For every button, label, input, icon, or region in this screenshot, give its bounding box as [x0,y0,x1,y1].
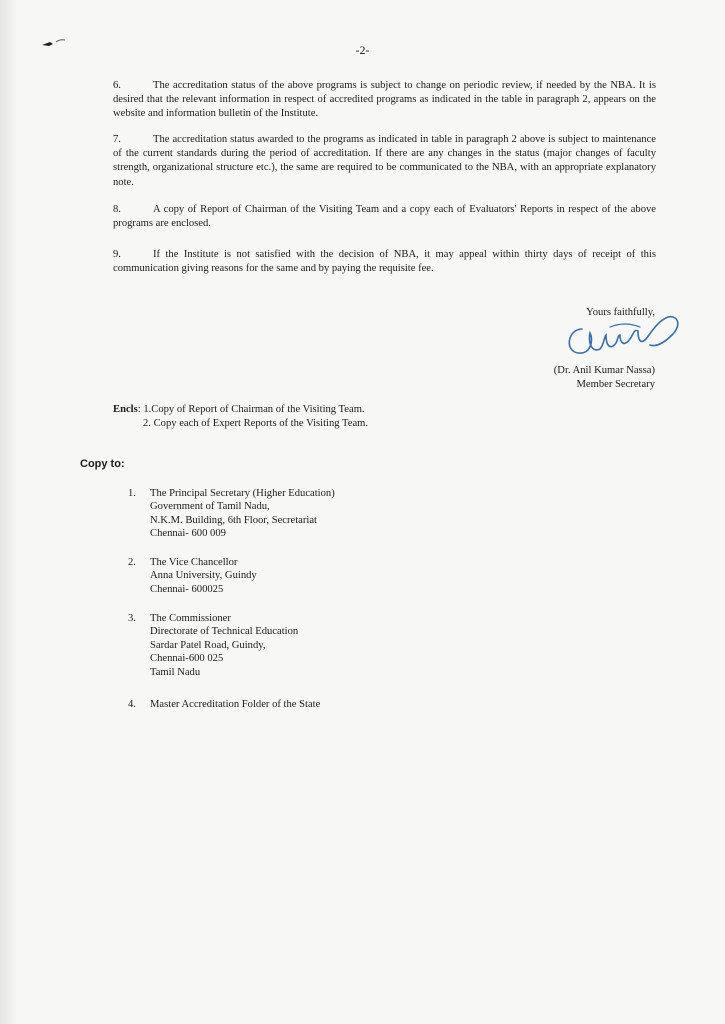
paragraph-number: 6. [113,80,121,91]
recipient-4 [128,698,320,711]
paragraph-text: If the Institute is not satisfied with the decision of NBA, it may appeal within thirty days of receipt of this communication giving reasons for the same and by paying the requisite fee. [113,249,656,275]
recipient-line: Chennai- 600 009 [150,528,226,540]
enclosure-line-1: Encls: 1.Copy of Report of Chairman of the Visiting Team. [113,404,365,415]
recipient-number: 4. [128,699,136,710]
enclosures-label: Encls [113,404,138,415]
page-number: -2- [355,43,370,57]
enclosure-item: 1.Copy of Report of Chairman of the Visiting Team. [143,404,365,415]
paragraph-text: The accreditation status of the above programs is subject to change on periodic review, if needed by the NBA. It is desired that the relevant information in respect of accredited programs as indicated in the table in paragraph 2, appears on the website and information bulletin of the Institute. [113,80,656,120]
closing-salutation: Yours faithfully, [586,307,655,318]
recipient-line: Government of Tamil Nadu, [150,501,270,513]
recipient-2 [128,556,257,596]
recipient-line: Sardar Patel Road, Guindy, [150,639,266,651]
paragraph-7 [113,133,656,190]
paragraph-text: The accreditation status awarded to the programs as indicated in table in paragraph 2 above is subject to maintenance of the current standards during the period of accreditation. If there are any changes in the status (major changes of faculty strength, organizational structure etc.), the same are required to be communicated to the NBA, with an appropriate explanatory note. [113,134,656,188]
paragraph-number: 7. [113,134,121,145]
handwritten-signature [560,307,690,367]
recipient-line: The Vice Chancellor [150,557,238,568]
paragraph-9 [113,248,656,276]
recipient-number: 2. [128,557,136,568]
recipient-line: The Principal Secretary (Higher Education) [150,488,335,499]
recipient-line: Tamil Nadu [150,666,201,678]
enclosure-item: 2. Copy each of Expert Reports of the Visiting Team. [143,418,369,429]
recipient-line: Master Accreditation Folder of the State [150,699,321,710]
signatory-name: (Dr. Anil Kumar Nassa) [553,365,655,376]
recipient-line: Directorate of Technical Education [150,626,299,638]
paragraph-number: 8. [113,204,121,215]
paragraph-text: A copy of Report of Chairman of the Visiting Team and a copy each of Evaluators' Reports in respect of the above programs are enclosed. [113,204,656,230]
enclosures-block [113,403,368,431]
paragraph-6 [113,79,656,122]
recipient-1 [128,487,335,541]
copy-to-heading: Copy to: [80,458,125,470]
recipient-line: Anna University, Guindy [150,570,257,582]
recipient-line: Chennai- 600025 [150,583,224,595]
recipient-3 [128,612,298,679]
paragraph-number: 9. [113,249,121,260]
recipient-number: 1. [128,488,136,499]
recipient-line: Chennai-600 025 [150,653,224,665]
page-shadow-edge [0,0,18,1024]
signatory-designation: Member Secretary [576,379,655,390]
paragraph-8 [113,203,656,231]
recipient-number: 3. [128,613,136,624]
recipient-line: The Commissioner [150,613,231,624]
recipient-line: N.K.M. Building, 6th Floor, Secretariat [150,514,317,526]
